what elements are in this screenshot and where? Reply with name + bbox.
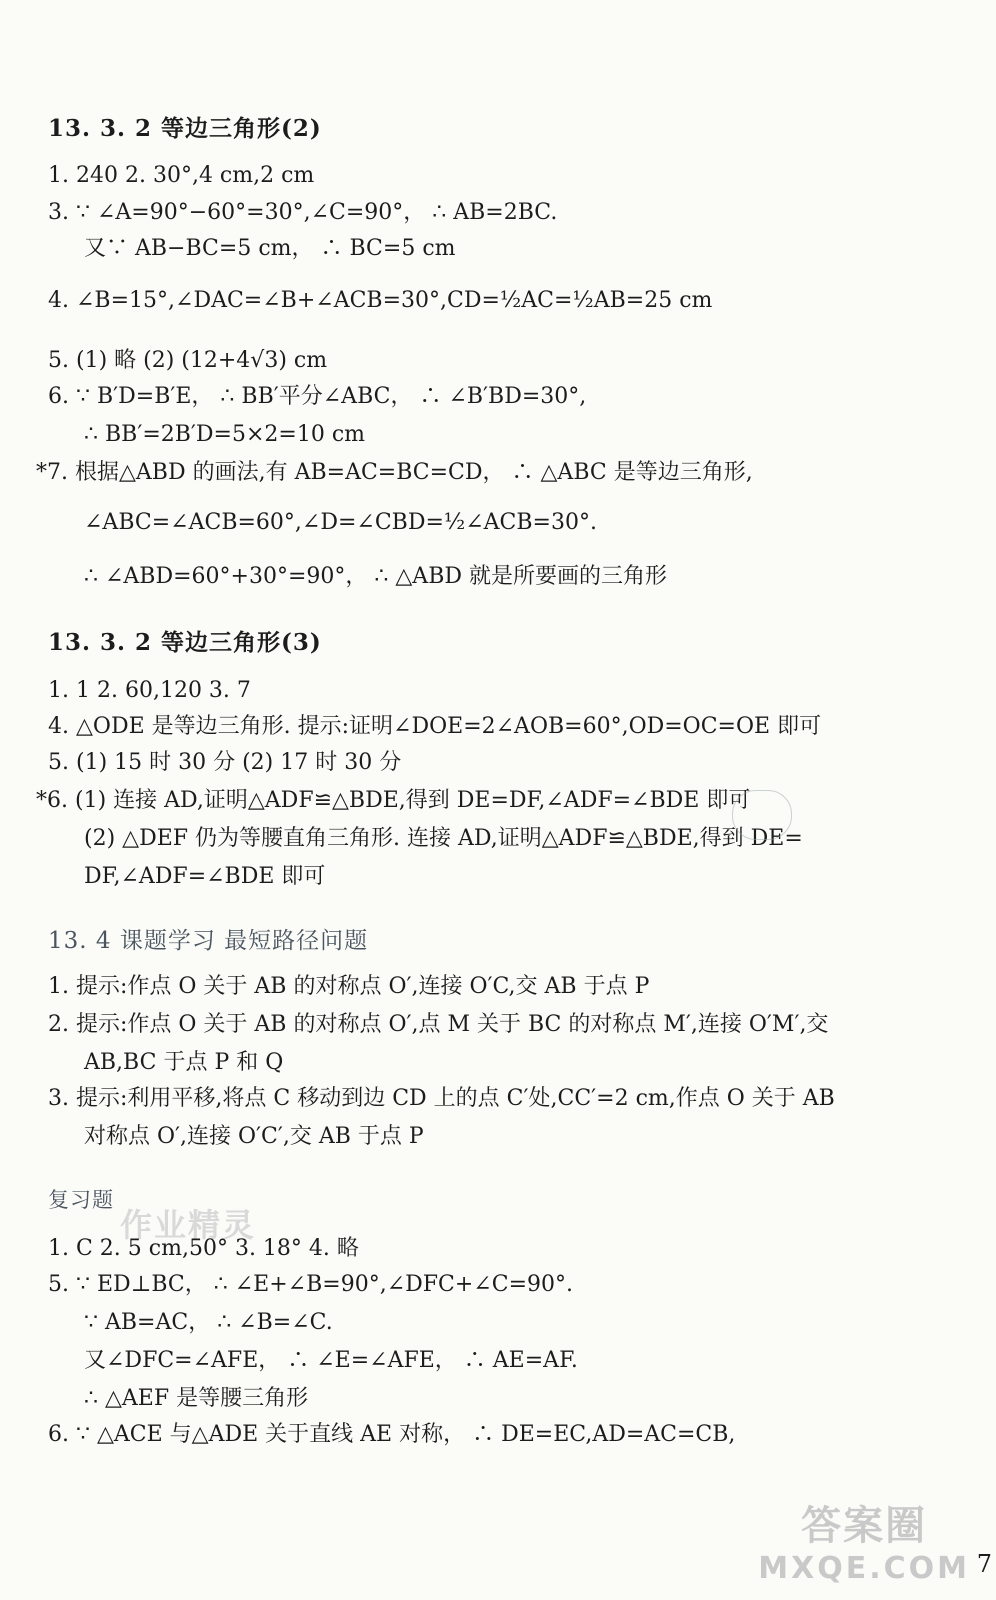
answer-line: *6. (1) 连接 AD,证明△ADF≌△BDE,得到 DE=DF,∠ADF=∠BDE 即可 — [36, 788, 751, 813]
logo-line1: 答案圈 — [801, 1503, 928, 1549]
answer-line: 6. ∵ B′D=B′E， ∴ BB′平分∠ABC， ∴ ∠B′BD=30°, — [48, 384, 587, 409]
answer-line: 1. C 2. 5 cm,50° 3. 18° 4. 略 — [48, 1236, 359, 1261]
answer-line: DF,∠ADF=∠BDE 即可 — [84, 864, 326, 889]
answer-line: 6. ∵ △ACE 与△ADE 关于直线 AE 对称， ∴ DE=EC,AD=AC=CB, — [48, 1422, 736, 1447]
answer-line: ∵ AB=AC， ∴ ∠B=∠C. — [84, 1310, 333, 1335]
answer-line: *7. 根据△ABD 的画法,有 AB=AC=BC=CD， ∴ △ABC 是等边三角形, — [36, 460, 753, 485]
answer-line: ∴ △AEF 是等腰三角形 — [84, 1386, 309, 1411]
section-title: 复习题 — [48, 1188, 114, 1212]
watermark: 作业精灵 — [120, 1206, 257, 1244]
answer-line: 4. △ODE 是等边三角形. 提示:证明∠DOE=2∠AOB=60°,OD=OC=OE 即可 — [48, 714, 822, 739]
answer-line: 1. 240 2. 30°,4 cm,2 cm — [48, 163, 315, 188]
site-logo — [758, 1494, 970, 1586]
page-number: 7 — [976, 1550, 992, 1578]
answer-line: 5. (1) 略 (2) (12+4√3) cm — [48, 348, 328, 373]
section-title: 13. 3. 2 等边三角形(3) — [48, 629, 322, 656]
answer-line: 3. ∵ ∠A=90°−60°=30°,∠C=90°， ∴ AB=2BC. — [48, 200, 558, 225]
answer-line: 3. 提示:利用平移,将点 C 移动到边 CD 上的点 C′处,CC′=2 cm,作点 O 关于 AB — [48, 1086, 835, 1111]
answer-line: 1. 1 2. 60,120 3. 7 — [48, 678, 251, 703]
answer-line: 4. ∠B=15°,∠DAC=∠B+∠ACB=30°,CD=½AC=½AB=25 cm — [48, 288, 713, 313]
answer-line: ∠ABC=∠ACB=60°,∠D=∠CBD=½∠ACB=30°. — [84, 510, 597, 535]
logo-line2: MXQE.COM — [758, 1551, 970, 1586]
answer-line: 5. ∵ ED⊥BC， ∴ ∠E+∠B=90°,∠DFC+∠C=90°. — [48, 1272, 573, 1297]
answer-line: 2. 提示:作点 O 关于 AB 的对称点 O′,点 M 关于 BC 的对称点 M′,连接 O′M′,交 — [48, 1012, 829, 1037]
answer-line: 5. (1) 15 时 30 分 (2) 17 时 30 分 — [48, 750, 402, 775]
section-title: 13. 3. 2 等边三角形(2) — [48, 115, 322, 142]
stamp-mark — [732, 790, 792, 840]
answer-line: (2) △DEF 仍为等腰直角三角形. 连接 AD,证明△ADF≌△BDE,得到 DE= — [84, 826, 803, 851]
answer-line: AB,BC 于点 P 和 Q — [84, 1050, 284, 1075]
answer-line: ∴ BB′=2B′D=5×2=10 cm — [84, 422, 366, 447]
answer-line: 1. 提示:作点 O 关于 AB 的对称点 O′,连接 O′C,交 AB 于点 P — [48, 974, 650, 999]
answer-line: 又∵ AB−BC=5 cm， ∴ BC=5 cm — [84, 236, 456, 261]
answer-line: ∴ ∠ABD=60°+30°=90°， ∴ △ABD 就是所要画的三角形 — [84, 564, 667, 589]
answer-line: 又∠DFC=∠AFE， ∴ ∠E=∠AFE， ∴ AE=AF. — [84, 1348, 578, 1373]
section-title: 13. 4 课题学习 最短路径问题 — [48, 928, 369, 954]
answer-line: 对称点 O′,连接 O′C′,交 AB 于点 P — [84, 1124, 424, 1149]
